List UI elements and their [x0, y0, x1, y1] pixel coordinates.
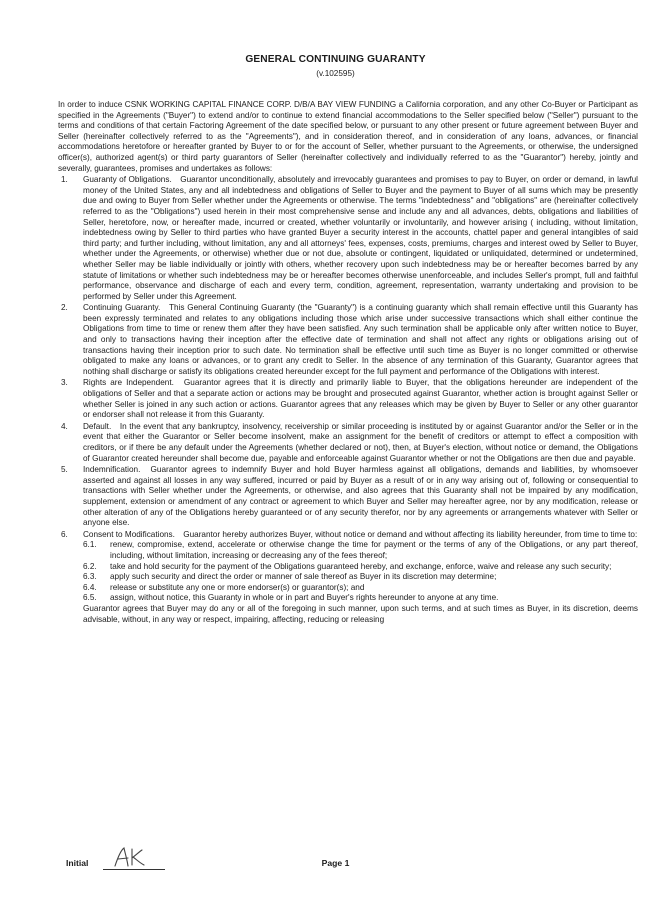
subitem-text: assign, without notice, this Guaranty in whole or in part and Buyer's rights hereunder to anyone at any time. [110, 593, 499, 603]
document-title: GENERAL CONTINUING GUARANTY [245, 54, 426, 65]
section-text: Guarantor agrees to indemnify Buyer and hold Buyer harmless against all obligations, demands and liabilities, by whomsoever asserted and against all losses in any way suffered, incurred or paid by Buyer as a result of or in any way arising out of, following or consequential to transactions with Seller whether under the Agreements, or otherwise, and also agrees that this Guaranty shall not be impaired by any modification, supplement, extension or amendment of any contract or agreement to which Buyer and Seller may hereafter agree, nor by any modification, release or other alteration of any of the Obligations hereby guaranteed or of any security therefor, nor by any agreements or arrangements whatever with Seller or anyone else. [83, 465, 638, 528]
section-2 [58, 303, 638, 377]
subitem-6-1 [83, 540, 638, 561]
section-number: 6. [61, 529, 68, 539]
section-heading: Default. [83, 421, 112, 431]
section-text: Guarantor unconditionally, absolutely and irrevocably guarantees and promises to pay to Buyer, on order or demand, in lawful money of the United States, any and all indebtedness and obligations of Seller to Buyer and the payment to Buyer of all sums which may be presently due and owing to Buyer from Seller whether under the Agreements or otherwise. The terms "indebtedness" and "obligations" are (hereinafter collectively referred to as the "Obligations") used herein in their most comprehensive sense and include any and all advances, debts, obligations and liabilities of Seller, heretofore, now, or hereafter made, incurred or created, whether voluntarily or involuntarily, and however arising ( including, without limitation, indebtedness owing by Seller to third parties who have granted Buyer a security interest in the accounts, chattel paper and general intangibles of said third party; and further including, without limitation, any and all attorneys' fees, expenses, costs, premiums, charges and interest owed by Seller to Buyer, whether under the Agreements, or otherwise) whether due or not due, absolute or contingent, liquidated or unliquidated, determined or undetermined, whether Seller may be liable individually or jointly with others, whether recovery upon such indebtedness may be or hereafter becomes barred by any statute of limitations or whether such indebtedness may be or hereafter becomes otherwise unenforceable, and includes Seller's prompt, full and faithful performance, observance and discharge of each and every term, condition, agreement, representation, warranty undertaking and provision to be performed by Seller under this Agreement. [83, 175, 639, 301]
section-number: 3. [61, 378, 68, 388]
subitem-text: take and hold security for the payment of the Obligations guaranteed hereby, and exchange, enforce, waive and release any such security; [110, 561, 612, 571]
section-1 [58, 175, 638, 302]
section-heading: Continuing Guaranty. [83, 303, 161, 313]
section-6 [58, 530, 638, 625]
subitem-number: 6.4. [83, 582, 97, 592]
section-text: Guarantor hereby authorizes Buyer, without notice or demand and without affecting its liability hereunder, from time to time to: [183, 529, 638, 539]
subitem-6-4 [83, 583, 638, 594]
subitem-number: 6.3. [83, 572, 97, 582]
initial-label: Initial [66, 858, 89, 868]
document-body [58, 100, 638, 625]
section-number: 4. [61, 421, 68, 431]
section-heading: Indemnification. [83, 465, 141, 475]
section-heading: Rights are Independent. [83, 378, 174, 388]
section-3 [58, 378, 638, 420]
page-number: Page 1 [321, 858, 350, 868]
document-version: (v.102595) [316, 69, 355, 78]
subitem-6-2 [83, 562, 638, 573]
subitem-number: 6.5. [83, 593, 97, 603]
subitem-text: release or substitute any one or more endorser(s) or guarantor(s); and [110, 582, 365, 592]
section-text: In the event that any bankruptcy, insolvency, receivership or similar proceeding is instituted by or against Guarantor and/or the Seller or in the event that either the Guarantor or Seller become insolvent, make an assignment for the benefit of creditors or attempt to effect a composition with creditors, or if there be any default under the Agreements (whether declared or not), then, at Buyer's election, without notice or demand, the Obligations of Guarantor created hereunder shall become due, payable and enforceable against Guarantor whether or not the Obligations are then due and payable. [83, 421, 639, 463]
subitem-6-5 [83, 593, 638, 604]
subitem-text: renew, compromise, extend, accelerate or otherwise change the time for payment or the terms of any of the Obligations, or any part thereof, including, without limitation, increasing or decreasing any of the fees thereof; [110, 540, 638, 560]
initial-line [103, 869, 165, 870]
section-heading: Guaranty of Obligations. [83, 175, 172, 185]
section-number: 5. [61, 465, 68, 475]
intro-paragraph: In order to induce CSNK WORKING CAPITAL FINANCE CORP. D/B/A BAY VIEW FUNDING a California corporation, and any other Co-Buyer or Participant as specified in the Agreements ("Buyer") to extend and/or to continue to extend financial accommodations to the Seller specified below ("Seller") pursuant to the terms and conditions of that certain Factoring Agreement of the date specified below, or pursuant to any other present or future agreement between Buyer and Seller (hereinafter collectively referred to as the "Agreements"), and in consideration thereof, and in consideration of any loans, advances, or financial accommodations heretofore or hereafter granted by Buyer to or for the account of Seller, whether pursuant to the Agreements, or otherwise, the undersigned officer(s), authorized agent(s) or third party guarantors of Seller (hereinafter collectively and individually referred to as the "Guarantor") hereby, jointly and severally, guarantees, promises and undertakes as follows: [58, 100, 638, 173]
section-heading: Consent to Modifications. [83, 529, 175, 539]
section-text: Guarantor agrees that it is directly and primarily liable to Buyer, that the obligations hereunder are independent of the obligations of Seller and that a separate action or actions may be brought and prosecuted against Guarantor, whether action is brought against Seller or whether Seller is joined in any such action or actions. Guarantor agrees that any releases which may be given by Buyer to Seller or any other guarantor or endorser shall not release it from this Guaranty. [83, 378, 638, 420]
section-text: This General Continuing Guaranty (the "Guaranty") is a continuing guaranty which shall remain effective until this Guaranty has been expressly terminated and relates to any obligations including those which arise under successive transactions which shall either continue the Obligations from time to time or renew them after they have been satisfied. Any such termination shall be applicable only after written notice to Buyer, and only to transactions having their inception after the effective date of termination and shall not affect any rights or obligations arising out of transactions having their inception prior to such date. No termination shall be effective until such time as Buyer is no longer committed or otherwise obligated to make any loans or advances, or to grant any credit to Seller. In the absence of any termination of this Guaranty, Guarantor agrees that nothing shall discharge or satisfy its obligations created hereunder except for the full payment and performance of the Obligations with interest. [83, 303, 638, 376]
subitem-text: apply such security and direct the order or manner of sale thereof as Buyer in its discretion may determine; [110, 572, 497, 582]
subitem-number: 6.2. [83, 561, 97, 571]
section-number: 1. [61, 175, 68, 185]
subitem-6-3 [83, 572, 638, 583]
section-number: 2. [61, 303, 68, 313]
section-6-tail: Guarantor agrees that Buyer may do any or all of the foregoing in such manner, upon such terms, and at such times as Buyer, in its discretion, deems advisable, without, in any way or respect, impairing, affecting, reducing or releasing [83, 603, 638, 624]
section-4 [58, 422, 638, 464]
subitem-number: 6.1. [83, 540, 97, 550]
section-5 [58, 465, 638, 529]
